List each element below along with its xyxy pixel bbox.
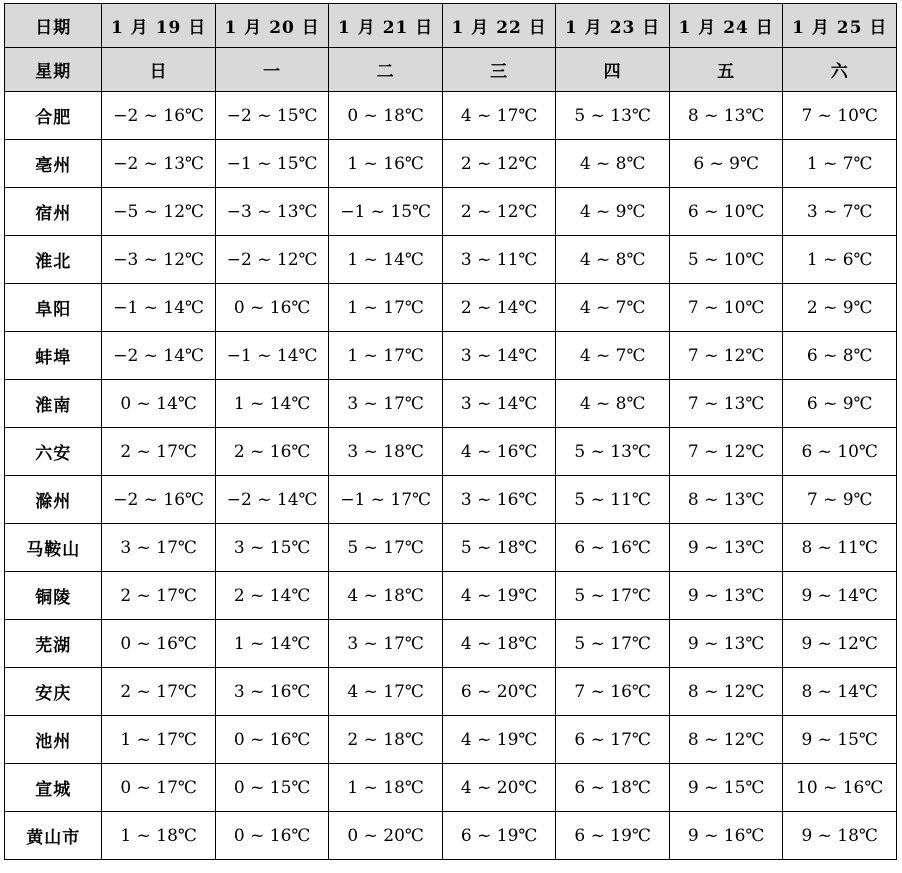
city-name-cell: 阜阳 bbox=[5, 284, 102, 332]
temperature-range-cell: −2 ~ 15℃ bbox=[215, 92, 329, 140]
temperature-range-cell: 8 ~ 12℃ bbox=[669, 716, 783, 764]
temperature-range-cell: 3 ~ 16℃ bbox=[215, 668, 329, 716]
table-row bbox=[5, 428, 897, 476]
temperature-range-cell: 2 ~ 16℃ bbox=[215, 428, 329, 476]
temperature-range-cell: −2 ~ 16℃ bbox=[102, 476, 216, 524]
weekday-header-cell: 二 bbox=[329, 48, 443, 92]
temperature-range-cell: 2 ~ 17℃ bbox=[102, 572, 216, 620]
temperature-range-cell: 6 ~ 19℃ bbox=[556, 812, 670, 860]
city-name-cell: 宣城 bbox=[5, 764, 102, 812]
temperature-range-cell: 6 ~ 10℃ bbox=[783, 428, 897, 476]
temperature-range-cell: 9 ~ 13℃ bbox=[669, 620, 783, 668]
temperature-range-cell: 1 ~ 14℃ bbox=[329, 236, 443, 284]
weekday-row-label: 星期 bbox=[5, 48, 102, 92]
temperature-range-cell: 6 ~ 9℃ bbox=[783, 380, 897, 428]
temperature-range-cell: −3 ~ 12℃ bbox=[102, 236, 216, 284]
temperature-range-cell: 8 ~ 11℃ bbox=[783, 524, 897, 572]
temperature-range-cell: −2 ~ 12℃ bbox=[215, 236, 329, 284]
temperature-range-cell: 1 ~ 18℃ bbox=[329, 764, 443, 812]
temperature-range-cell: 1 ~ 14℃ bbox=[215, 620, 329, 668]
city-name-cell: 亳州 bbox=[5, 140, 102, 188]
weekday-header-row bbox=[5, 48, 897, 92]
temperature-range-cell: 5 ~ 18℃ bbox=[442, 524, 556, 572]
temperature-range-cell: 5 ~ 13℃ bbox=[556, 428, 670, 476]
temperature-range-cell: 4 ~ 8℃ bbox=[556, 236, 670, 284]
temperature-range-cell: 0 ~ 16℃ bbox=[215, 716, 329, 764]
temperature-range-cell: 0 ~ 17℃ bbox=[102, 764, 216, 812]
weekday-header-cell: 四 bbox=[556, 48, 670, 92]
city-name-cell: 淮南 bbox=[5, 380, 102, 428]
temperature-range-cell: 9 ~ 13℃ bbox=[669, 572, 783, 620]
temperature-range-cell: 3 ~ 14℃ bbox=[442, 332, 556, 380]
weekday-header-cell: 六 bbox=[783, 48, 897, 92]
temperature-range-cell: 1 ~ 16℃ bbox=[329, 140, 443, 188]
table-row bbox=[5, 92, 897, 140]
temperature-range-cell: 1 ~ 17℃ bbox=[102, 716, 216, 764]
temperature-range-cell: 3 ~ 15℃ bbox=[215, 524, 329, 572]
temperature-range-cell: −5 ~ 12℃ bbox=[102, 188, 216, 236]
temperature-range-cell: 4 ~ 20℃ bbox=[442, 764, 556, 812]
temperature-range-cell: 2 ~ 9℃ bbox=[783, 284, 897, 332]
temperature-range-cell: 1 ~ 18℃ bbox=[102, 812, 216, 860]
table-header bbox=[5, 4, 897, 92]
temperature-range-cell: 9 ~ 16℃ bbox=[669, 812, 783, 860]
temperature-range-cell: 3 ~ 16℃ bbox=[442, 476, 556, 524]
temperature-range-cell: 5 ~ 10℃ bbox=[669, 236, 783, 284]
city-name-cell: 芜湖 bbox=[5, 620, 102, 668]
table-row bbox=[5, 764, 897, 812]
city-name-cell: 池州 bbox=[5, 716, 102, 764]
temperature-range-cell: 7 ~ 9℃ bbox=[783, 476, 897, 524]
date-header-cell: 1 月 19 日 bbox=[102, 4, 216, 48]
temperature-range-cell: 5 ~ 17℃ bbox=[329, 524, 443, 572]
temperature-range-cell: 4 ~ 19℃ bbox=[442, 716, 556, 764]
date-header-cell: 1 月 24 日 bbox=[669, 4, 783, 48]
date-header-cell: 1 月 22 日 bbox=[442, 4, 556, 48]
temperature-range-cell: −1 ~ 14℃ bbox=[215, 332, 329, 380]
temperature-range-cell: 6 ~ 9℃ bbox=[669, 140, 783, 188]
city-name-cell: 宿州 bbox=[5, 188, 102, 236]
temperature-range-cell: 2 ~ 12℃ bbox=[442, 188, 556, 236]
temperature-range-cell: 9 ~ 14℃ bbox=[783, 572, 897, 620]
temperature-range-cell: 6 ~ 8℃ bbox=[783, 332, 897, 380]
temperature-range-cell: 9 ~ 15℃ bbox=[783, 716, 897, 764]
temperature-range-cell: 4 ~ 16℃ bbox=[442, 428, 556, 476]
temperature-range-cell: 2 ~ 12℃ bbox=[442, 140, 556, 188]
temperature-range-cell: 0 ~ 15℃ bbox=[215, 764, 329, 812]
temperature-range-cell: 6 ~ 16℃ bbox=[556, 524, 670, 572]
temperature-range-cell: 0 ~ 18℃ bbox=[329, 92, 443, 140]
temperature-range-cell: 3 ~ 17℃ bbox=[102, 524, 216, 572]
date-header-row bbox=[5, 4, 897, 48]
temperature-range-cell: 3 ~ 17℃ bbox=[329, 380, 443, 428]
table-row bbox=[5, 188, 897, 236]
city-name-cell: 黄山市 bbox=[5, 812, 102, 860]
city-name-cell: 马鞍山 bbox=[5, 524, 102, 572]
city-name-cell: 淮北 bbox=[5, 236, 102, 284]
temperature-range-cell: 4 ~ 18℃ bbox=[329, 572, 443, 620]
city-name-cell: 六安 bbox=[5, 428, 102, 476]
temperature-range-cell: 0 ~ 14℃ bbox=[102, 380, 216, 428]
temperature-range-cell: 0 ~ 16℃ bbox=[215, 812, 329, 860]
temperature-range-cell: 4 ~ 19℃ bbox=[442, 572, 556, 620]
temperature-range-cell: 3 ~ 17℃ bbox=[329, 620, 443, 668]
temperature-range-cell: 5 ~ 11℃ bbox=[556, 476, 670, 524]
temperature-range-cell: 4 ~ 7℃ bbox=[556, 284, 670, 332]
date-header-cell: 1 月 23 日 bbox=[556, 4, 670, 48]
table-row bbox=[5, 476, 897, 524]
temperature-range-cell: 1 ~ 7℃ bbox=[783, 140, 897, 188]
temperature-range-cell: 9 ~ 12℃ bbox=[783, 620, 897, 668]
temperature-range-cell: 4 ~ 18℃ bbox=[442, 620, 556, 668]
date-row-label: 日期 bbox=[5, 4, 102, 48]
temperature-range-cell: 1 ~ 17℃ bbox=[329, 332, 443, 380]
table-row bbox=[5, 812, 897, 860]
temperature-range-cell: −2 ~ 16℃ bbox=[102, 92, 216, 140]
temperature-range-cell: 3 ~ 18℃ bbox=[329, 428, 443, 476]
temperature-range-cell: 7 ~ 12℃ bbox=[669, 332, 783, 380]
temperature-range-cell: 2 ~ 14℃ bbox=[215, 572, 329, 620]
temperature-range-cell: 5 ~ 13℃ bbox=[556, 92, 670, 140]
temperature-range-cell: 8 ~ 13℃ bbox=[669, 476, 783, 524]
table-row bbox=[5, 620, 897, 668]
table-row bbox=[5, 380, 897, 428]
table-row bbox=[5, 524, 897, 572]
temperature-range-cell: 2 ~ 17℃ bbox=[102, 428, 216, 476]
temperature-range-cell: 1 ~ 6℃ bbox=[783, 236, 897, 284]
temperature-range-cell: 9 ~ 15℃ bbox=[669, 764, 783, 812]
temperature-range-cell: 3 ~ 7℃ bbox=[783, 188, 897, 236]
temperature-range-cell: 0 ~ 16℃ bbox=[102, 620, 216, 668]
date-header-cell: 1 月 25 日 bbox=[783, 4, 897, 48]
date-header-cell: 1 月 20 日 bbox=[215, 4, 329, 48]
table-row bbox=[5, 140, 897, 188]
table-row bbox=[5, 716, 897, 764]
city-name-cell: 合肥 bbox=[5, 92, 102, 140]
forecast-table bbox=[4, 3, 897, 860]
temperature-range-cell: 3 ~ 14℃ bbox=[442, 380, 556, 428]
weekday-header-cell: 一 bbox=[215, 48, 329, 92]
table-row bbox=[5, 572, 897, 620]
temperature-range-cell: 4 ~ 8℃ bbox=[556, 380, 670, 428]
temperature-range-cell: 8 ~ 12℃ bbox=[669, 668, 783, 716]
weekday-header-cell: 日 bbox=[102, 48, 216, 92]
temperature-range-cell: 4 ~ 17℃ bbox=[329, 668, 443, 716]
temperature-range-cell: 5 ~ 17℃ bbox=[556, 620, 670, 668]
table-row bbox=[5, 668, 897, 716]
table-row bbox=[5, 332, 897, 380]
temperature-range-cell: −3 ~ 13℃ bbox=[215, 188, 329, 236]
temperature-range-cell: 7 ~ 10℃ bbox=[669, 284, 783, 332]
temperature-range-cell: 8 ~ 14℃ bbox=[783, 668, 897, 716]
table-body bbox=[5, 92, 897, 860]
temperature-range-cell: 6 ~ 20℃ bbox=[442, 668, 556, 716]
temperature-range-cell: 7 ~ 10℃ bbox=[783, 92, 897, 140]
temperature-range-cell: 8 ~ 13℃ bbox=[669, 92, 783, 140]
temperature-range-cell: 4 ~ 17℃ bbox=[442, 92, 556, 140]
temperature-range-cell: 6 ~ 18℃ bbox=[556, 764, 670, 812]
temperature-range-cell: 10 ~ 16℃ bbox=[783, 764, 897, 812]
table-row bbox=[5, 284, 897, 332]
weekday-header-cell: 三 bbox=[442, 48, 556, 92]
temperature-range-cell: 7 ~ 16℃ bbox=[556, 668, 670, 716]
city-name-cell: 滁州 bbox=[5, 476, 102, 524]
city-name-cell: 蚌埠 bbox=[5, 332, 102, 380]
city-name-cell: 安庆 bbox=[5, 668, 102, 716]
temperature-range-cell: −1 ~ 15℃ bbox=[329, 188, 443, 236]
temperature-range-cell: 6 ~ 10℃ bbox=[669, 188, 783, 236]
temperature-range-cell: −1 ~ 15℃ bbox=[215, 140, 329, 188]
temperature-range-cell: −2 ~ 14℃ bbox=[102, 332, 216, 380]
temperature-range-cell: 2 ~ 18℃ bbox=[329, 716, 443, 764]
temperature-range-cell: 4 ~ 7℃ bbox=[556, 332, 670, 380]
temperature-range-cell: 7 ~ 12℃ bbox=[669, 428, 783, 476]
temperature-range-cell: 6 ~ 17℃ bbox=[556, 716, 670, 764]
temperature-range-cell: 4 ~ 9℃ bbox=[556, 188, 670, 236]
temperature-range-cell: −2 ~ 14℃ bbox=[215, 476, 329, 524]
temperature-range-cell: 9 ~ 13℃ bbox=[669, 524, 783, 572]
weekday-header-cell: 五 bbox=[669, 48, 783, 92]
temperature-range-cell: 0 ~ 16℃ bbox=[215, 284, 329, 332]
temperature-range-cell: −1 ~ 14℃ bbox=[102, 284, 216, 332]
city-name-cell: 铜陵 bbox=[5, 572, 102, 620]
temperature-range-cell: 5 ~ 17℃ bbox=[556, 572, 670, 620]
temperature-range-cell: −2 ~ 13℃ bbox=[102, 140, 216, 188]
temperature-range-cell: 1 ~ 17℃ bbox=[329, 284, 443, 332]
temperature-range-cell: 3 ~ 11℃ bbox=[442, 236, 556, 284]
temperature-range-cell: 0 ~ 20℃ bbox=[329, 812, 443, 860]
date-header-cell: 1 月 21 日 bbox=[329, 4, 443, 48]
temperature-range-cell: 2 ~ 17℃ bbox=[102, 668, 216, 716]
temperature-range-cell: 1 ~ 14℃ bbox=[215, 380, 329, 428]
temperature-range-cell: 6 ~ 19℃ bbox=[442, 812, 556, 860]
temperature-range-cell: −1 ~ 17℃ bbox=[329, 476, 443, 524]
table-row bbox=[5, 236, 897, 284]
temperature-range-cell: 2 ~ 14℃ bbox=[442, 284, 556, 332]
temperature-range-cell: 4 ~ 8℃ bbox=[556, 140, 670, 188]
temperature-range-cell: 7 ~ 13℃ bbox=[669, 380, 783, 428]
temperature-range-cell: 9 ~ 18℃ bbox=[783, 812, 897, 860]
